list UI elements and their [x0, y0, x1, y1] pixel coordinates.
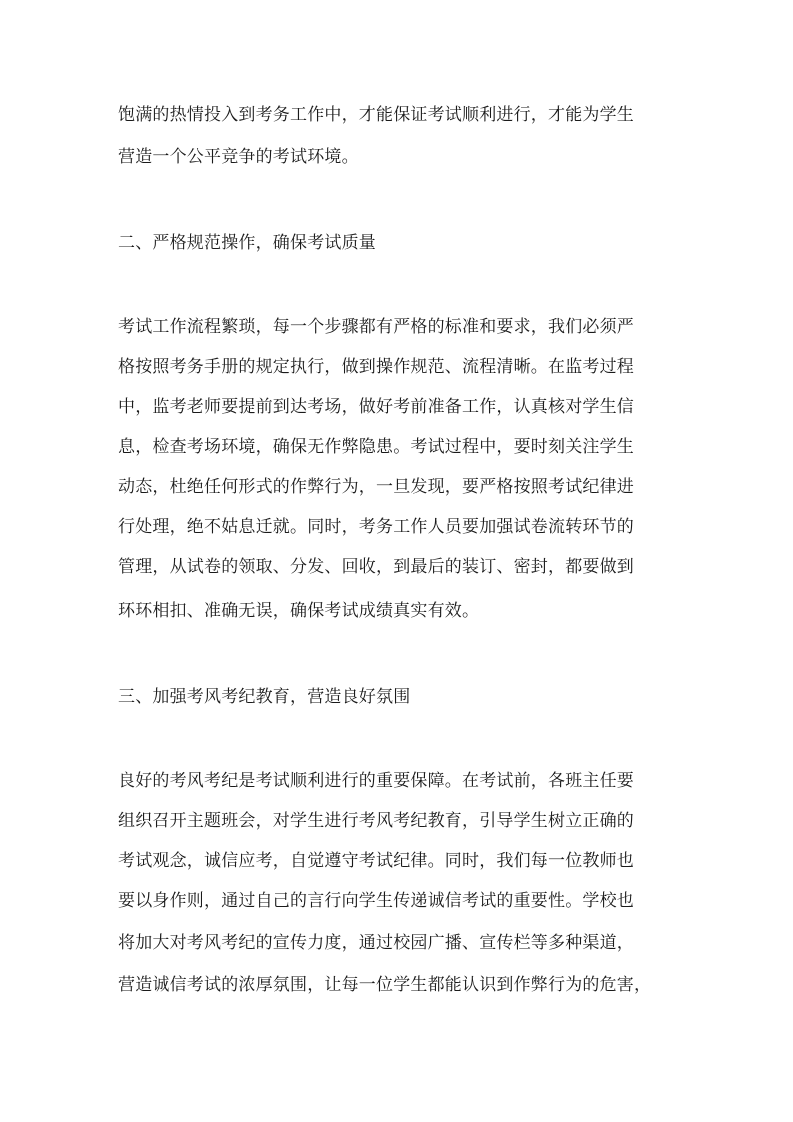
paragraph-line: 组织召开主题班会，对学生进行考风考纪教育，引导学生树立正确的 — [118, 811, 634, 831]
paragraph-line: 动态，杜绝任何形式的作弊行为，一旦发现，要严格按照考试纪律进 — [118, 477, 634, 497]
paragraph-line: 行处理，绝不姑息迁就。同时，考务工作人员要加强试卷流转环节的 — [118, 517, 634, 537]
section-heading: 二、严格规范操作，确保考试质量 — [118, 233, 376, 253]
paragraph-line: 考试工作流程繁琐，每一个步骤都有严格的标准和要求，我们必须严 — [118, 317, 634, 337]
paragraph-line: 良好的考风考纪是考试顺利进行的重要保障。在考试前，各班主任要 — [118, 771, 634, 791]
paragraph-line: 格按照考务手册的规定执行，做到操作规范、流程清晰。在监考过程 — [118, 357, 634, 377]
paragraph-line: 环环相扣、准确无误，确保考试成绩真实有效。 — [118, 601, 480, 621]
paragraph-line: 管理，从试卷的领取、分发、回收，到最后的装订、密封，都要做到 — [118, 557, 634, 577]
paragraph-line: 营造一个公平竞争的考试环境。 — [118, 147, 359, 167]
paragraph-line: 营造诚信考试的浓厚氛围，让每一位学生都能认识到作弊行为的危害， — [118, 975, 652, 995]
section-heading: 三、加强考风考纪教育，营造良好氛围 — [118, 687, 411, 707]
paragraph-line: 中，监考老师要提前到达考场，做好考前准备工作，认真核对学生信 — [118, 397, 634, 417]
paragraph-line: 考试观念，诚信应考，自觉遵守考试纪律。同时，我们每一位教师也 — [118, 851, 634, 871]
paragraph-line: 要以身作则，通过自己的言行向学生传递诚信考试的重要性。学校也 — [118, 891, 634, 911]
paragraph-line: 饱满的热情投入到考务工作中，才能保证考试顺利进行，才能为学生 — [118, 105, 634, 125]
paragraph-line: 息，检查考场环境，确保无作弊隐患。考试过程中，要时刻关注学生 — [118, 437, 634, 457]
paragraph-line: 将加大对考风考纪的宣传力度，通过校园广播、宣传栏等多种渠道， — [118, 933, 634, 953]
